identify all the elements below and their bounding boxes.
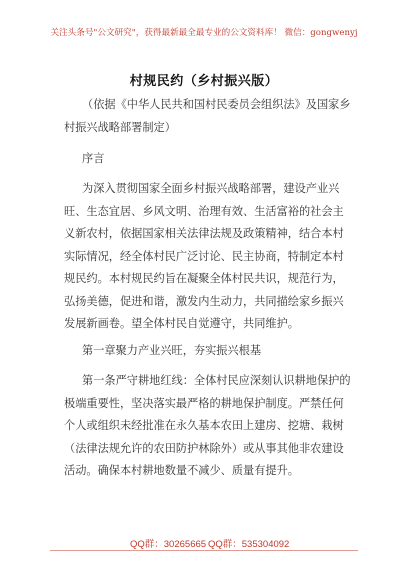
- chapter-1-heading: 第一章聚力产业兴旺，夯实振兴根基: [82, 344, 262, 357]
- document-title: 村规民约（乡村振兴版）: [129, 74, 279, 89]
- article-1-paragraph: [64, 370, 354, 483]
- footer-qq-group-1: QQ群：30265665: [130, 539, 207, 550]
- intro-text: 为深入贯彻国家全面乡村振兴战略部署，建设产业兴旺、生态宜居、乡风文明、治理有效、生活富裕的社会主义新农村，依据国家相关法律法规及政策精神，结合本村实际情况，经全体村民广泛讨论、民主协商，特制定本村规民约。本村规民约旨在凝聚全体村民共识，规范行为，弘扬美德，促进和谐，激发内生动力，共同描绘家乡振兴发展新画卷。望全体村民自觉遵守，共同维护。: [64, 182, 344, 330]
- preface-heading: 序言: [82, 152, 105, 165]
- header-banner: 关注头条号"公文研究"，获得最新最全最专业的公文资料库！ 微信：gongwenyj: [50, 28, 358, 38]
- intro-paragraph: [64, 178, 354, 336]
- footer-qq-group-2: QQ群：535304092: [208, 539, 290, 550]
- footer-divider: [50, 550, 358, 551]
- article-1-text: 第一条严守耕地红线：全体村民应深刻认识耕地保护的极端重要性，坚决落实最严格的耕地保护制度。严禁任何个人或组织未经批准在永久基本农田上建房、挖塘、栽树（法律法规允许的农田防护林除外）或从事其他非农建设活动。确保本村耕地数量不减少、质量有提升。: [64, 374, 351, 477]
- legal-basis-text: （依据《中华人民共和国村民委员会组织法》及国家乡村振兴战略部署制定）: [64, 98, 351, 134]
- legal-basis-paragraph: [64, 94, 354, 139]
